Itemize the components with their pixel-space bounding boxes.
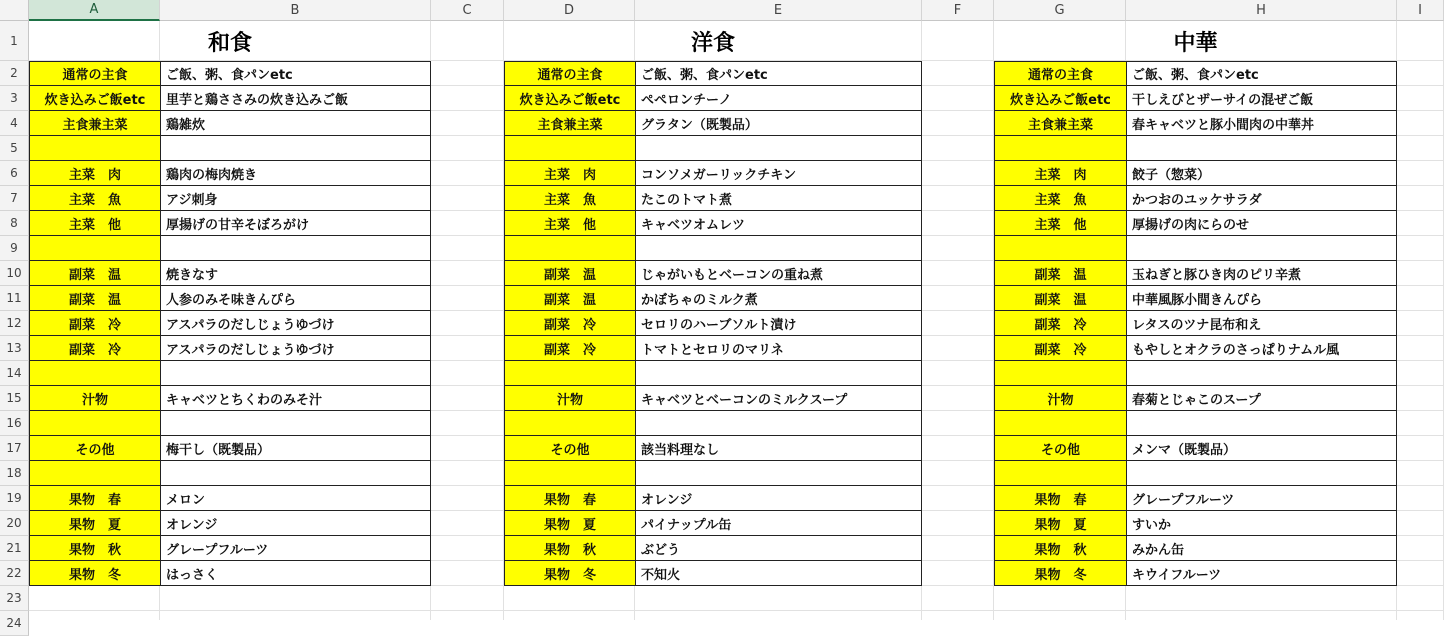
dish-cell[interactable] bbox=[1126, 460, 1397, 486]
category-label-cell[interactable] bbox=[29, 135, 161, 161]
category-label-cell[interactable]: 副菜 冷 bbox=[504, 310, 636, 336]
dish-cell[interactable]: ご飯、粥、食パンetc bbox=[160, 61, 431, 86]
category-label-cell[interactable]: 主菜 他 bbox=[504, 210, 636, 236]
dish-cell[interactable]: 人参のみそ味きんぴら bbox=[160, 285, 431, 311]
category-label-cell[interactable] bbox=[29, 460, 161, 486]
row-header-18[interactable]: 18 bbox=[0, 461, 29, 486]
dish-cell[interactable]: キャベツオムレツ bbox=[635, 210, 922, 236]
category-label-cell[interactable] bbox=[994, 460, 1127, 486]
row-header-9[interactable]: 9 bbox=[0, 236, 29, 261]
category-label-cell[interactable]: 炊き込みご飯etc bbox=[504, 85, 636, 111]
category-label-cell[interactable]: 主菜 魚 bbox=[994, 185, 1127, 211]
table-title: 中華 bbox=[1173, 30, 1218, 56]
dish-cell[interactable]: セロリのハーブソルト漬け bbox=[635, 310, 922, 336]
row-header-13[interactable]: 13 bbox=[0, 336, 29, 361]
gridline-horizontal bbox=[29, 610, 1444, 611]
category-label-cell[interactable]: 果物 夏 bbox=[504, 510, 636, 536]
dish-cell[interactable] bbox=[160, 135, 431, 161]
dish-cell[interactable]: すいか bbox=[1126, 510, 1397, 536]
category-label-cell[interactable]: 果物 秋 bbox=[29, 535, 161, 561]
dish-cell[interactable]: ご飯、粥、食パンetc bbox=[635, 61, 922, 86]
row-header-14[interactable]: 14 bbox=[0, 361, 29, 386]
category-label-cell[interactable] bbox=[994, 360, 1127, 386]
category-label-cell[interactable] bbox=[29, 360, 161, 386]
column-header-f[interactable]: F bbox=[922, 0, 994, 21]
category-label-cell[interactable] bbox=[29, 235, 161, 261]
dish-cell[interactable]: アスパラのだしじょうゆづけ bbox=[160, 335, 431, 361]
dish-cell[interactable]: 干しえびとザーサイの混ぜご飯 bbox=[1126, 85, 1397, 111]
category-label-cell[interactable]: 果物 夏 bbox=[994, 510, 1127, 536]
category-label-cell[interactable]: 主菜 他 bbox=[29, 210, 161, 236]
row-header-23[interactable]: 23 bbox=[0, 586, 29, 611]
category-label-cell[interactable] bbox=[994, 135, 1127, 161]
column-header-c[interactable]: C bbox=[431, 0, 504, 21]
table-title: 洋食 bbox=[690, 30, 735, 56]
dish-cell[interactable]: 中華風豚小間きんぴら bbox=[1126, 285, 1397, 311]
row-header-2[interactable]: 2 bbox=[0, 61, 29, 86]
category-label-cell[interactable]: 果物 夏 bbox=[29, 510, 161, 536]
category-label-cell[interactable]: 主菜 他 bbox=[994, 210, 1127, 236]
category-label-cell[interactable]: 汁物 bbox=[994, 385, 1127, 411]
dish-cell[interactable] bbox=[635, 135, 922, 161]
category-label-cell[interactable] bbox=[504, 360, 636, 386]
table-title: 和食 bbox=[207, 30, 252, 56]
category-label-cell[interactable]: 果物 秋 bbox=[994, 535, 1127, 561]
row-header-11[interactable]: 11 bbox=[0, 286, 29, 311]
category-label-cell[interactable]: 副菜 温 bbox=[504, 285, 636, 311]
dish-cell[interactable] bbox=[1126, 235, 1397, 261]
category-label-cell[interactable]: 果物 冬 bbox=[504, 560, 636, 586]
row-header-16[interactable]: 16 bbox=[0, 411, 29, 436]
category-label-cell[interactable]: 炊き込みご飯etc bbox=[29, 85, 161, 111]
dish-cell[interactable]: パイナップル缶 bbox=[635, 510, 922, 536]
dish-cell[interactable]: 春キャベツと豚小間肉の中華丼 bbox=[1126, 110, 1397, 136]
dish-cell[interactable]: もやしとオクラのさっぱりナムル風 bbox=[1126, 335, 1397, 361]
column-header-i[interactable]: I bbox=[1397, 0, 1444, 21]
category-label-cell[interactable] bbox=[504, 135, 636, 161]
category-label-cell[interactable]: 果物 秋 bbox=[504, 535, 636, 561]
dish-cell[interactable] bbox=[160, 360, 431, 386]
row-header-8[interactable]: 8 bbox=[0, 211, 29, 236]
dish-cell[interactable]: 餃子（惣菜） bbox=[1126, 160, 1397, 186]
dish-cell[interactable]: キャベツとちくわのみそ汁 bbox=[160, 385, 431, 411]
category-label-cell[interactable]: 副菜 冷 bbox=[994, 335, 1127, 361]
category-label-cell[interactable] bbox=[994, 410, 1127, 436]
row-header-3[interactable]: 3 bbox=[0, 86, 29, 111]
category-label-cell[interactable]: その他 bbox=[504, 435, 636, 461]
dish-cell[interactable]: ぶどう bbox=[635, 535, 922, 561]
category-label-cell[interactable]: 副菜 温 bbox=[504, 260, 636, 286]
dish-cell[interactable]: 厚揚げの甘辛そぼろがけ bbox=[160, 210, 431, 236]
category-label-cell[interactable] bbox=[29, 410, 161, 436]
category-label-cell[interactable]: 果物 冬 bbox=[994, 560, 1127, 586]
dish-cell[interactable] bbox=[1126, 135, 1397, 161]
dish-cell[interactable]: ご飯、粥、食パンetc bbox=[1126, 61, 1397, 86]
dish-cell[interactable] bbox=[635, 360, 922, 386]
category-label-cell[interactable] bbox=[504, 235, 636, 261]
dish-cell[interactable] bbox=[635, 460, 922, 486]
category-label-cell[interactable] bbox=[994, 235, 1127, 261]
dish-cell[interactable]: オレンジ bbox=[635, 485, 922, 511]
category-label-cell[interactable]: 主菜 魚 bbox=[29, 185, 161, 211]
row-header-1[interactable]: 1 bbox=[0, 21, 29, 61]
category-label-cell[interactable]: 果物 春 bbox=[29, 485, 161, 511]
dish-cell[interactable]: レタスのツナ昆布和え bbox=[1126, 310, 1397, 336]
category-label-cell[interactable]: 果物 冬 bbox=[29, 560, 161, 586]
dish-cell[interactable]: かつおのユッケサラダ bbox=[1126, 185, 1397, 211]
dish-cell[interactable]: 該当料理なし bbox=[635, 435, 922, 461]
dish-cell[interactable]: メンマ（既製品） bbox=[1126, 435, 1397, 461]
dish-cell[interactable]: トマトとセロリのマリネ bbox=[635, 335, 922, 361]
category-label-cell[interactable]: 副菜 冷 bbox=[994, 310, 1127, 336]
dish-cell[interactable]: 里芋と鶏ささみの炊き込みご飯 bbox=[160, 85, 431, 111]
dish-cell[interactable]: 梅干し（既製品） bbox=[160, 435, 431, 461]
category-label-cell[interactable]: その他 bbox=[994, 435, 1127, 461]
dish-cell[interactable]: アスパラのだしじょうゆづけ bbox=[160, 310, 431, 336]
category-label-cell[interactable]: 果物 春 bbox=[994, 485, 1127, 511]
column-header-e[interactable]: E bbox=[635, 0, 922, 21]
dish-cell[interactable]: グレープフルーツ bbox=[1126, 485, 1397, 511]
dish-cell[interactable]: 不知火 bbox=[635, 560, 922, 586]
row-header-24[interactable]: 24 bbox=[0, 611, 29, 636]
row-header-21[interactable]: 21 bbox=[0, 536, 29, 561]
dish-cell[interactable]: グレープフルーツ bbox=[160, 535, 431, 561]
category-label-cell[interactable]: 主菜 肉 bbox=[29, 160, 161, 186]
row-header-6[interactable]: 6 bbox=[0, 161, 29, 186]
dish-cell[interactable]: 厚揚げの肉にらのせ bbox=[1126, 210, 1397, 236]
category-label-cell[interactable]: 副菜 温 bbox=[994, 260, 1127, 286]
row-header-22[interactable]: 22 bbox=[0, 561, 29, 586]
dish-cell[interactable] bbox=[635, 410, 922, 436]
column-header-g[interactable]: G bbox=[994, 0, 1126, 21]
dish-cell[interactable]: グラタン（既製品） bbox=[635, 110, 922, 136]
category-label-cell[interactable]: 主食兼主菜 bbox=[29, 110, 161, 136]
row-header-10[interactable]: 10 bbox=[0, 261, 29, 286]
row-header-19[interactable]: 19 bbox=[0, 486, 29, 511]
row-header-5[interactable]: 5 bbox=[0, 136, 29, 161]
category-label-cell[interactable]: 主食兼主菜 bbox=[504, 110, 636, 136]
dish-cell[interactable]: かぼちゃのミルク煮 bbox=[635, 285, 922, 311]
category-label-cell[interactable]: 副菜 冷 bbox=[29, 310, 161, 336]
category-label-cell[interactable]: 主菜 魚 bbox=[504, 185, 636, 211]
category-label-cell[interactable]: 主食兼主菜 bbox=[994, 110, 1127, 136]
dish-cell[interactable]: 玉ねぎと豚ひき肉のピリ辛煮 bbox=[1126, 260, 1397, 286]
category-label-cell[interactable]: 主菜 肉 bbox=[504, 160, 636, 186]
dish-cell[interactable] bbox=[160, 460, 431, 486]
category-label-cell[interactable]: 通常の主食 bbox=[504, 61, 636, 86]
category-label-cell[interactable]: 汁物 bbox=[504, 385, 636, 411]
column-header-a[interactable]: A bbox=[29, 0, 160, 21]
row-header-12[interactable]: 12 bbox=[0, 311, 29, 336]
category-label-cell[interactable]: 通常の主食 bbox=[994, 61, 1127, 86]
dish-cell[interactable]: たこのトマト煮 bbox=[635, 185, 922, 211]
category-label-cell[interactable] bbox=[504, 460, 636, 486]
row-header-7[interactable]: 7 bbox=[0, 186, 29, 211]
dish-cell[interactable] bbox=[160, 410, 431, 436]
dish-cell[interactable]: はっさく bbox=[160, 560, 431, 586]
dish-cell[interactable]: 鶏肉の梅肉焼き bbox=[160, 160, 431, 186]
dish-cell[interactable]: じゃがいもとベーコンの重ね煮 bbox=[635, 260, 922, 286]
category-label-cell[interactable]: 副菜 温 bbox=[29, 285, 161, 311]
dish-cell[interactable] bbox=[1126, 360, 1397, 386]
dish-cell[interactable] bbox=[160, 235, 431, 261]
row-header-20[interactable]: 20 bbox=[0, 511, 29, 536]
row-header-4[interactable]: 4 bbox=[0, 111, 29, 136]
column-header-h[interactable]: H bbox=[1126, 0, 1397, 21]
dish-cell[interactable] bbox=[635, 235, 922, 261]
dish-cell[interactable]: コンソメガーリックチキン bbox=[635, 160, 922, 186]
row-header-15[interactable]: 15 bbox=[0, 386, 29, 411]
dish-cell[interactable]: キウイフルーツ bbox=[1126, 560, 1397, 586]
dish-cell[interactable]: 焼きなす bbox=[160, 260, 431, 286]
category-label-cell[interactable] bbox=[504, 410, 636, 436]
dish-cell[interactable]: みかん缶 bbox=[1126, 535, 1397, 561]
category-label-cell[interactable]: 副菜 冷 bbox=[29, 335, 161, 361]
category-label-cell[interactable]: 副菜 温 bbox=[29, 260, 161, 286]
dish-cell[interactable]: オレンジ bbox=[160, 510, 431, 536]
dish-cell[interactable]: 春菊とじゃこのスープ bbox=[1126, 385, 1397, 411]
category-label-cell[interactable]: 果物 春 bbox=[504, 485, 636, 511]
category-label-cell[interactable]: 副菜 冷 bbox=[504, 335, 636, 361]
category-label-cell[interactable]: 主菜 肉 bbox=[994, 160, 1127, 186]
category-label-cell[interactable]: 汁物 bbox=[29, 385, 161, 411]
category-label-cell[interactable]: 炊き込みご飯etc bbox=[994, 85, 1127, 111]
dish-cell[interactable]: アジ刺身 bbox=[160, 185, 431, 211]
column-header-b[interactable]: B bbox=[160, 0, 431, 21]
row-header-17[interactable]: 17 bbox=[0, 436, 29, 461]
category-label-cell[interactable]: その他 bbox=[29, 435, 161, 461]
column-header-d[interactable]: D bbox=[504, 0, 635, 21]
dish-cell[interactable]: ペペロンチーノ bbox=[635, 85, 922, 111]
dish-cell[interactable] bbox=[1126, 410, 1397, 436]
dish-cell[interactable]: メロン bbox=[160, 485, 431, 511]
category-label-cell[interactable]: 通常の主食 bbox=[29, 61, 161, 86]
category-label-cell[interactable]: 副菜 温 bbox=[994, 285, 1127, 311]
select-all-corner[interactable] bbox=[0, 0, 29, 21]
dish-cell[interactable]: キャベツとベーコンのミルクスープ bbox=[635, 385, 922, 411]
dish-cell[interactable]: 鶏雑炊 bbox=[160, 110, 431, 136]
